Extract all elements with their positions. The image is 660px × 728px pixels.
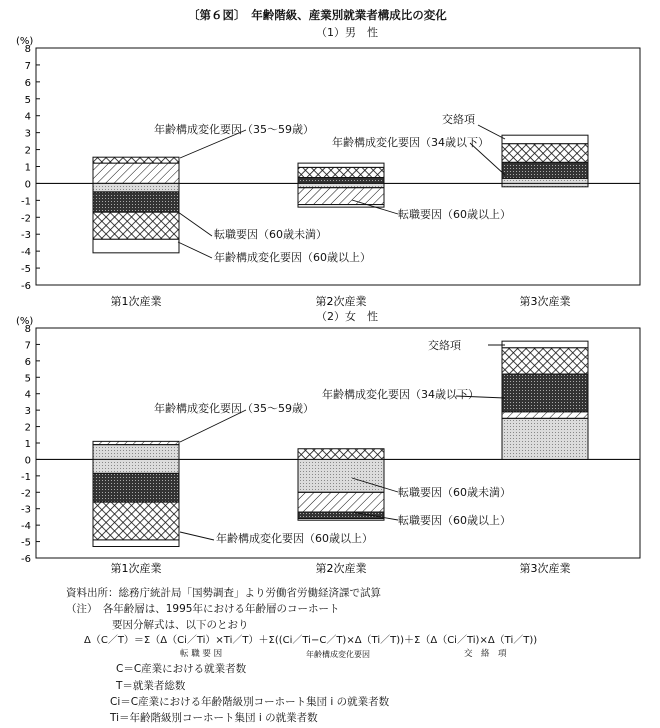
- y-tick-label: 3: [24, 128, 31, 140]
- annotation-leader-line: [178, 242, 212, 258]
- y-tick-label: 8: [24, 324, 31, 335]
- y-tick-label: -4: [21, 521, 31, 533]
- annotation-female-job-lt60: 転職要因（60歳未満）: [398, 486, 511, 499]
- y-tick-label: -4: [21, 247, 31, 259]
- figure-title: 〔第６図〕 年齢階級、産業別就業者構成比の変化: [188, 8, 447, 22]
- bar-segment-job_lt60: [93, 459, 179, 473]
- bar-segment-job_lt60: [502, 178, 588, 183]
- annotation-leader-line: [180, 532, 214, 540]
- y-tick-label: 2: [24, 422, 31, 434]
- panel-title-male: （1）男 性: [316, 26, 378, 39]
- formula-label-age: 年齢構成変化要因: [306, 650, 370, 659]
- bar-segment-job_ge60: [93, 192, 179, 212]
- bar-segment-age_le34: [93, 212, 179, 239]
- category-label: 第3次産業: [519, 295, 571, 308]
- bar-segment-interaction: [93, 239, 179, 253]
- panel-title-female: （2）女 性: [316, 310, 378, 323]
- annotation-male-interaction: 交絡項: [442, 113, 475, 126]
- bar-segment-interaction: [93, 540, 179, 547]
- category-label: 第2次産業: [315, 295, 367, 308]
- note-cohort: （注） 各年齢層は、1995年における年齢層のコーホート: [66, 603, 340, 615]
- bar-segment-job_ge60: [502, 374, 588, 412]
- definition-c: C＝C産業における就業者数: [116, 663, 247, 675]
- y-tick-label: 4: [24, 389, 31, 401]
- bar-segment-age_le34: [93, 502, 179, 540]
- bar-segment-job_lt60: [298, 183, 384, 187]
- y-tick-label: 6: [24, 77, 31, 89]
- y-tick-label: -2: [21, 213, 31, 225]
- bar-segment-age_le34: [502, 144, 588, 163]
- y-tick-label: -3: [21, 504, 31, 516]
- bar-segment-age35_59: [298, 188, 384, 205]
- bar-segment-interaction: [298, 519, 384, 521]
- annotation-male-age-le34: 年齢構成変化要因（34歳以下）: [332, 136, 489, 149]
- y-tick-label: -1: [21, 471, 31, 483]
- annotation-leader-line: [178, 212, 212, 236]
- annotation-male-age35-59: 年齢構成変化要因（35～59歳）: [154, 123, 314, 136]
- y-tick-label: -2: [21, 488, 31, 500]
- y-tick-label: 5: [24, 373, 31, 385]
- y-tick-label: 8: [24, 44, 31, 55]
- y-tick-label: 3: [24, 406, 31, 418]
- annotation-female-job-ge60: 転職要因（60歳以上）: [398, 514, 511, 527]
- definition-t: T＝就業者総数: [116, 680, 186, 692]
- bar-segment-age35_59: [93, 163, 179, 183]
- bar-segment-job_ge60: [502, 162, 588, 178]
- bar-segment-job_lt60: [93, 445, 179, 460]
- y-tick-label: 0: [24, 455, 31, 467]
- source-note: 資料出所：総務庁統計局「国勢調査」より労働省労働経済課で試算: [66, 587, 381, 599]
- y-axis-unit: (%): [16, 36, 34, 47]
- y-tick-label: 1: [24, 162, 31, 174]
- bar-segment-job_lt60: [298, 459, 384, 492]
- y-tick-label: 4: [24, 111, 31, 123]
- category-label: 第1次産業: [110, 562, 162, 575]
- annotation-male-age-ge60: 年齢構成変化要因（60歳以上）: [214, 251, 371, 264]
- bar-segment-age35_59: [298, 492, 384, 512]
- annotation-female-age-le34: 年齢構成変化要因（34歳以下）: [322, 388, 479, 401]
- y-tick-label: -3: [21, 230, 31, 242]
- formula-label-job: 転 職 要 因: [180, 649, 223, 659]
- bar-segment-job_lt60: [93, 183, 179, 191]
- bar-segment-age_le34: [502, 348, 588, 374]
- y-tick-label: 6: [24, 356, 31, 368]
- y-tick-label: -5: [21, 264, 31, 276]
- y-tick-label: 2: [24, 145, 31, 157]
- formula: Δ（C／T）＝Σ（Δ（Ci／Ti）×Ti／T）＋Σ((Ci／Ti−C／T)×Δ（Ti／T))＋Σ（Δ（Ci／Ti)×Δ（Ti／T)): [84, 635, 538, 646]
- y-tick-label: -5: [21, 537, 31, 549]
- bar-segment-job_ge60: [93, 473, 179, 502]
- y-tick-label: -6: [21, 554, 31, 565]
- bar-segment-age35_59: [93, 441, 179, 444]
- bar-segment-job_ge60: [298, 178, 384, 184]
- definition-ti: Ti＝年齢階級別コーホート集団 i の就業者数: [110, 712, 318, 724]
- bar-segment-age_le34: [298, 449, 384, 460]
- annotation-male-job-lt60: 転職要因（60歳未満）: [214, 228, 327, 241]
- y-tick-label: -1: [21, 196, 31, 208]
- panel-male: [16, 36, 640, 308]
- y-tick-label: 7: [24, 60, 31, 72]
- y-tick-label: 5: [24, 94, 31, 106]
- bar-segment-age35_59: [502, 412, 588, 419]
- y-tick-label: 7: [24, 340, 31, 352]
- category-label: 第1次産業: [110, 295, 162, 308]
- y-tick-label: -6: [21, 281, 31, 292]
- annotation-female-age35-59: 年齢構成変化要因（35～59歳）: [154, 402, 314, 415]
- bar-segment-interaction: [502, 341, 588, 348]
- formula-label-interaction: 交 絡 項: [464, 649, 507, 659]
- bar-segment-job_lt60: [502, 183, 588, 186]
- annotation-female-age-ge60: 年齢構成変化要因（60歳以上）: [216, 532, 373, 545]
- y-axis-unit: (%): [16, 316, 34, 327]
- bar-segment-age_le34: [93, 157, 179, 163]
- category-label: 第2次産業: [315, 562, 367, 575]
- note-decomposition: 要因分解式は、以下のとおり: [112, 619, 249, 631]
- y-tick-label: 0: [24, 179, 31, 191]
- annotation-male-job-ge60: 転職要因（60歳以上）: [398, 208, 511, 221]
- definition-ci: Ci＝C産業における年齢階級別コーホート集団 i の就業者数: [110, 696, 390, 708]
- bar-segment-job_lt60: [502, 418, 588, 459]
- annotation-female-interaction: 交絡項: [428, 339, 461, 352]
- bar-segment-age_le34: [298, 167, 384, 177]
- y-tick-label: 1: [24, 439, 31, 450]
- category-label: 第3次産業: [519, 562, 571, 575]
- bar-segment-interaction: [502, 135, 588, 143]
- bar-segment-interaction: [298, 163, 384, 167]
